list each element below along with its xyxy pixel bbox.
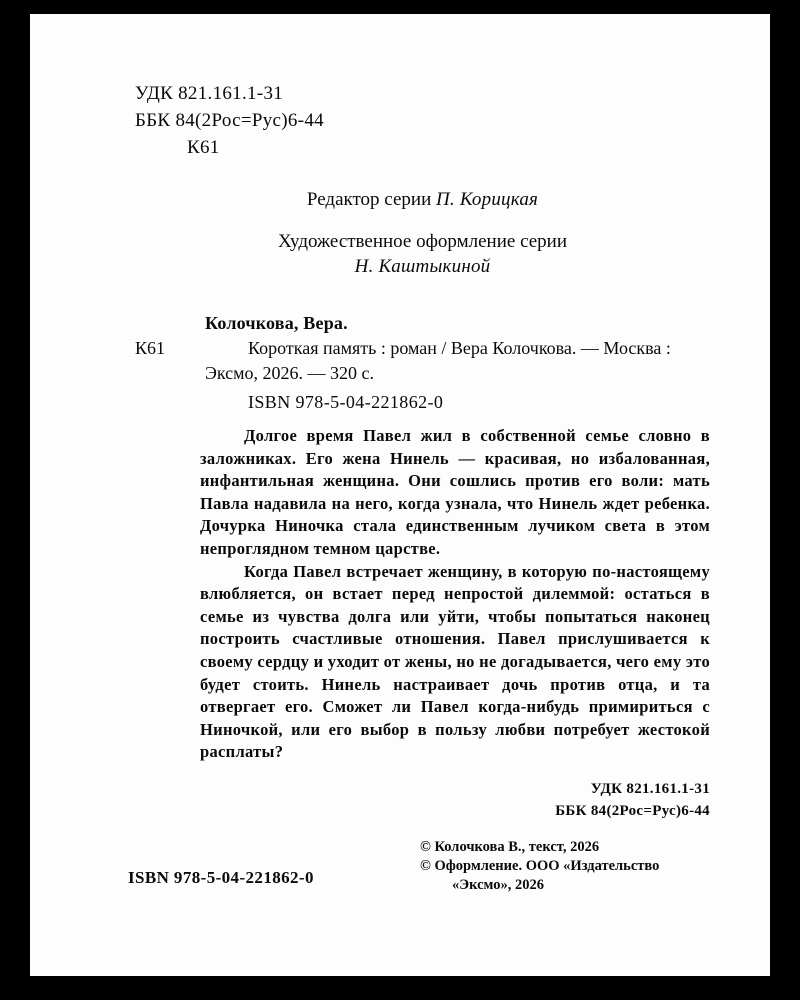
series-editor-line xyxy=(135,187,710,212)
copyright-block xyxy=(420,838,712,895)
top-codes-block xyxy=(135,80,710,161)
bbk-code: ББК 84(2Рос=Рус)6-44 xyxy=(135,110,324,131)
catalog-entry: Короткая память : роман / Вера Колочкова. — Москва : Эксмо, 2026. — 320 с. xyxy=(205,338,671,383)
annotation-paragraph: Когда Павел встречает женщину, в которую по-настоящему влюбляется, он встает перед непростой дилеммой: остаться в семье из чувства долга или уйти, чтобы попытаться наконец построить счастливые отношения. Павел прислушивается к своему сердцу и уходит от жены, но не догадывается, чего ему это будет стоить. Нинель настраивает дочь против отца, и та отвергает его. Сможет ли Павел когда-нибудь примириться с Ниночкой, или его выбор в пользу любви потребует жестокой расплаты? xyxy=(200,561,710,762)
book-imprint-page xyxy=(30,14,770,976)
series-designer-name xyxy=(135,254,710,279)
catalog-entry-code: К61 xyxy=(135,338,166,358)
isbn-line: ISBN 978-5-04-221862-0 xyxy=(248,392,444,412)
copyright-line: © Колочкова В., текст, 2026 xyxy=(420,838,600,855)
udk-code-bottom: УДК 821.161.1-31 xyxy=(590,780,710,797)
footer-block xyxy=(128,838,710,918)
annotation-paragraph: Долгое время Павел жил в собственной семье словно в заложниках. Его жена Нинель — красивая, но избалованная, инфантильная женщина. Они сошлись против его воли: мать Павла надавила на него, когда узнала, что Нинель ждет ребенка. Дочурка Ниночка стала единственным лучиком света в этом непроглядном темном царстве. xyxy=(200,426,710,558)
series-editor-name: П. Корицкая xyxy=(436,189,539,210)
bottom-codes-block xyxy=(135,778,710,822)
catalog-card-block xyxy=(135,311,710,415)
annotation-block xyxy=(200,425,710,764)
series-designer-name-text: Н. Каштыкиной xyxy=(354,256,491,277)
isbn-footer: ISBN 978-5-04-221862-0 xyxy=(128,867,314,887)
copyright-line: © Оформление. ООО «Издательство «Эксмо», 2026 xyxy=(420,857,660,893)
catalog-author: Колочкова, Вера. xyxy=(205,313,348,333)
udk-code: УДК 821.161.1-31 xyxy=(135,83,284,104)
series-design-label: Художественное оформление серии xyxy=(277,231,568,252)
author-sign-code: К61 xyxy=(187,137,220,158)
series-credits-block xyxy=(135,187,710,279)
bbk-code-bottom: ББК 84(2Рос=Рус)6-44 xyxy=(555,802,710,819)
series-editor-label: Редактор серии xyxy=(306,189,432,210)
